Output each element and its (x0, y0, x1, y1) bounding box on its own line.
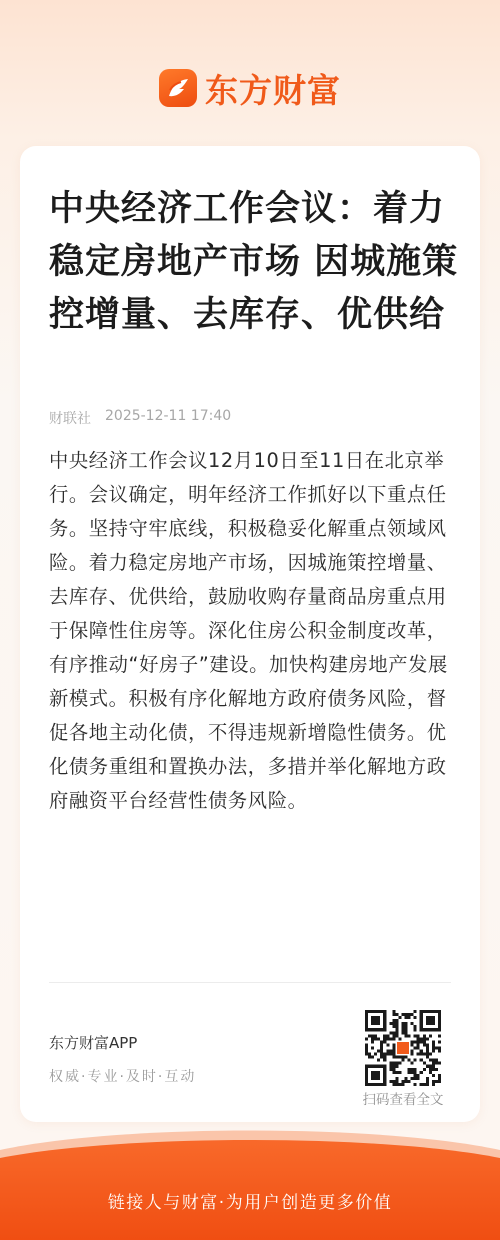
article-title: 中央经济工作会议：着力稳定房地产市场 因城施策控增量、去库存、优供给 (49, 188, 459, 335)
article-source: 财联社 (49, 411, 91, 427)
qr-code-icon[interactable] (365, 1010, 441, 1086)
bottom-banner (0, 1128, 500, 1240)
article-meta (49, 408, 231, 428)
article-body: 中央经济工作会议12月10日至11日在北京举行。会议确定，明年经济工作抓好以下重点任务。坚持守牢底线，积极稳妥化解重点领域风险。着力稳定房地产市场，因城施策控增量、去库存、优供给，鼓励收购存量商品房重点用于保障性住房等。深化住房公积金制度改革，有序推动“好房子”建设。加快构建房地产发展新模式。积极有序化解地方政府债务风险，督促各地主动化债，不得违规新增隐性债务。优化债务重组和置换办法，多措并举化解地方政府融资平台经营性债务风险。 (49, 449, 448, 812)
app-slogan: 权威·专业·及时·互动 (49, 1069, 197, 1085)
divider (49, 982, 451, 983)
article-card (20, 146, 480, 1122)
brand-header (0, 66, 500, 110)
brand-name: 东方财富 (205, 70, 341, 110)
app-name: 东方财富APP (49, 1034, 138, 1052)
qr-caption: 扫码查看全文 (362, 1092, 444, 1108)
article-datetime: 2025-12-11 17:40 (105, 408, 232, 424)
eastmoney-logo-icon (159, 69, 197, 107)
bottom-slogan: 链接人与财富·为用户创造更多价值 (107, 1193, 393, 1213)
